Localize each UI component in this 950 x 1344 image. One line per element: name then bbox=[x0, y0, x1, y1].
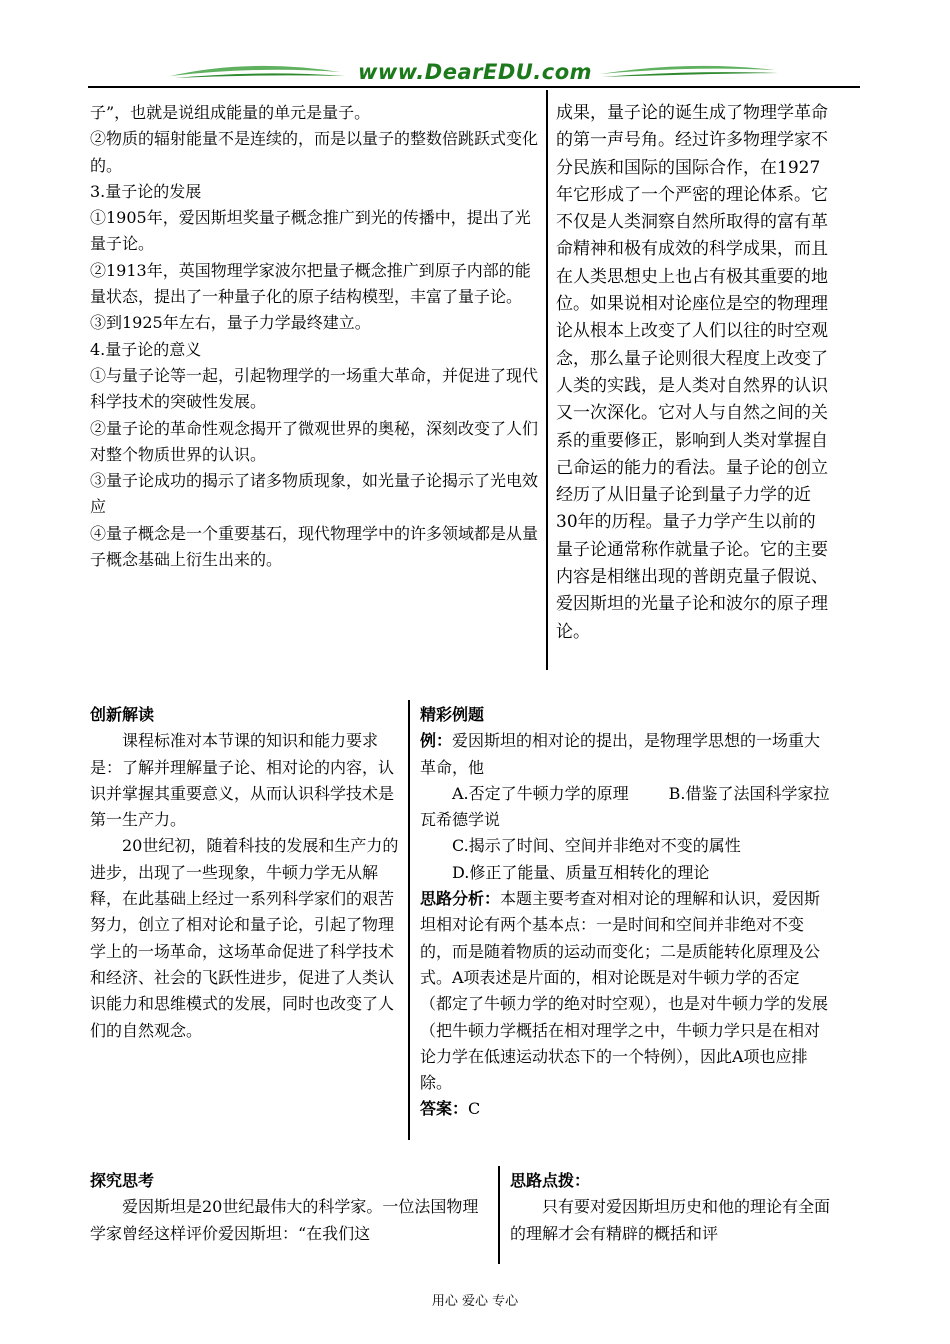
option-a: A.否定了牛顿力学的原理 B.借鉴了法国科学家拉瓦希德学说 bbox=[420, 783, 830, 830]
site-name: www.DearEDU.com bbox=[357, 60, 593, 84]
header-swoosh-decoration bbox=[0, 0, 950, 100]
page-header bbox=[0, 0, 950, 100]
paragraph: ④量子概念是一个重要基石，现代物理学中的许多领域都是从量子概念基础上衍生出来的。 bbox=[90, 523, 539, 570]
section-title: 创新解读 bbox=[90, 705, 155, 724]
section-heading: 3.量子论的发展 bbox=[90, 181, 202, 201]
option-d: D.修正了能量、质量互相转化的理论 bbox=[452, 862, 710, 882]
paragraph: ②物质的辐射能量不是连续的，而是以量子的整数倍跳跃式变化的。 bbox=[90, 129, 539, 175]
paragraph: ③到1925年左右，量子力学最终建立。 bbox=[90, 313, 371, 333]
option-b: B.借鉴了法国科学家拉瓦希德学说 bbox=[420, 783, 830, 830]
answer: 答案：C bbox=[420, 1099, 481, 1119]
column-divider bbox=[498, 1166, 500, 1264]
hint-section bbox=[510, 1168, 830, 1247]
section-title: 精彩例题 bbox=[420, 705, 485, 724]
section-heading: 4.量子论的意义 bbox=[90, 339, 202, 359]
paragraph: ②量子论的革命性观念揭开了微观世界的奥秘，深刻改变了人们对整个物质世界的认识。 bbox=[90, 418, 539, 464]
paragraph: ③量子论成功的揭示了诸多物质现象，如光量子论揭示了光电效应 bbox=[90, 471, 539, 517]
example-section bbox=[420, 702, 830, 1123]
paragraph: 20世纪初，随着科技的发展和生产力的进步，出现了一些现象，牛顿力学无从解释，在此基础上经过一系列科学家们的艰苦努力，创立了相对论和量子论，引起了物理学上的一场革命，这场革命促进了科学技术和经济、社会的飞跃性进步，促进了人类认识能力和思维模式的发展，同时也改变了人们的自然观念。 bbox=[90, 836, 399, 1040]
innovation-section bbox=[90, 702, 402, 1044]
answer-label: 答案： bbox=[420, 1099, 469, 1119]
paragraph: ②1913年，英国物理学家波尔把量子概念推广到原子内部的能量状态，提出了一种量子化的原子结构模型，丰富了量子论。 bbox=[90, 260, 531, 307]
top-left-column bbox=[90, 100, 540, 573]
question: 例：爱因斯坦的相对论的提出，是物理学思想的一场重大革命，他 bbox=[420, 731, 821, 777]
top-right-column bbox=[556, 100, 828, 646]
section-title: 思路点拨： bbox=[510, 1171, 591, 1190]
column-divider bbox=[408, 700, 410, 1140]
header-rule bbox=[88, 86, 860, 88]
explore-section bbox=[90, 1168, 492, 1247]
option-c: C.揭示了时间、空间并非绝对不变的属性 bbox=[452, 836, 741, 856]
section-title: 探究思考 bbox=[90, 1171, 155, 1190]
analysis: 思路分析：本题主要考查对相对论的理解和认识，爱因斯坦相对论有两个基本点：一是时间和空间并非绝对不变的，而是随着物质的运动而变化；二是质能转化原理及公式。A项表述是片面的，相对论既是对牛顿力学的否定（都定了牛顿力学的绝对时空观），也是对牛顿力学的发展（把牛顿力学概括在相对理学之中，牛顿力学只是在相对论力学在低速运动状态下的一个特例），因此A项也应排除。 bbox=[420, 889, 829, 1093]
paragraph: 只有要对爱因斯坦历史和他的理论有全面的理解才会有精辟的概括和评 bbox=[510, 1197, 831, 1243]
analysis-label: 思路分析： bbox=[420, 889, 501, 909]
paragraph: 课程标准对本节课的知识和能力要求是：了解并理解量子论、相对论的内容，认识并掌握其重要意义，从而认识科学技术是第一生产力。 bbox=[90, 731, 395, 830]
paragraph: 爱因斯坦是20世纪最伟大的科学家。一位法国物理学家曾经这样评价爱因斯坦：“在我们这 bbox=[90, 1197, 479, 1243]
column-divider bbox=[546, 90, 548, 670]
paragraph: 子”，也就是说组成能量的单元是量子。 bbox=[90, 103, 371, 122]
question-label: 例： bbox=[420, 731, 453, 751]
paragraph: 成果，量子论的诞生成了物理学革命的第一声号角。经过许多物理学家不分民族和国际的国际合作，在1927年它形成了一个严密的理论体系。它不仅是人类洞察自然所取得的富有革命精神和极有成效的科学成果，而且在人类思想史上也占有极其重要的地位。如果说相对论座位是空的物理理论从根本上改变了人们以往的时空观念，那么量子论则很大程度上改变了人类的实践，是人类对自然界的认识又一次深化。它对人与自然之间的关系的重要修正，影响到人类对掌握自己命运的能力的看法。量子论的创立经历了从旧量子论到量子力学的近30年的历程。量子力学产生以前的量子论通常称作就量子论。它的主要内容是相继出现的普朗克量子假说、爱因斯坦的光量子论和波尔的原子理论。 bbox=[556, 103, 828, 642]
paragraph: ①1905年，爱因斯坦奖量子概念推广到光的传播中，提出了光量子论。 bbox=[90, 208, 531, 254]
page-footer: 用心 爱心 专心 bbox=[431, 1294, 519, 1309]
paragraph: ①与量子论等一起，引起物理学的一场重大革命，并促进了现代科学技术的突破性发展。 bbox=[90, 365, 539, 412]
